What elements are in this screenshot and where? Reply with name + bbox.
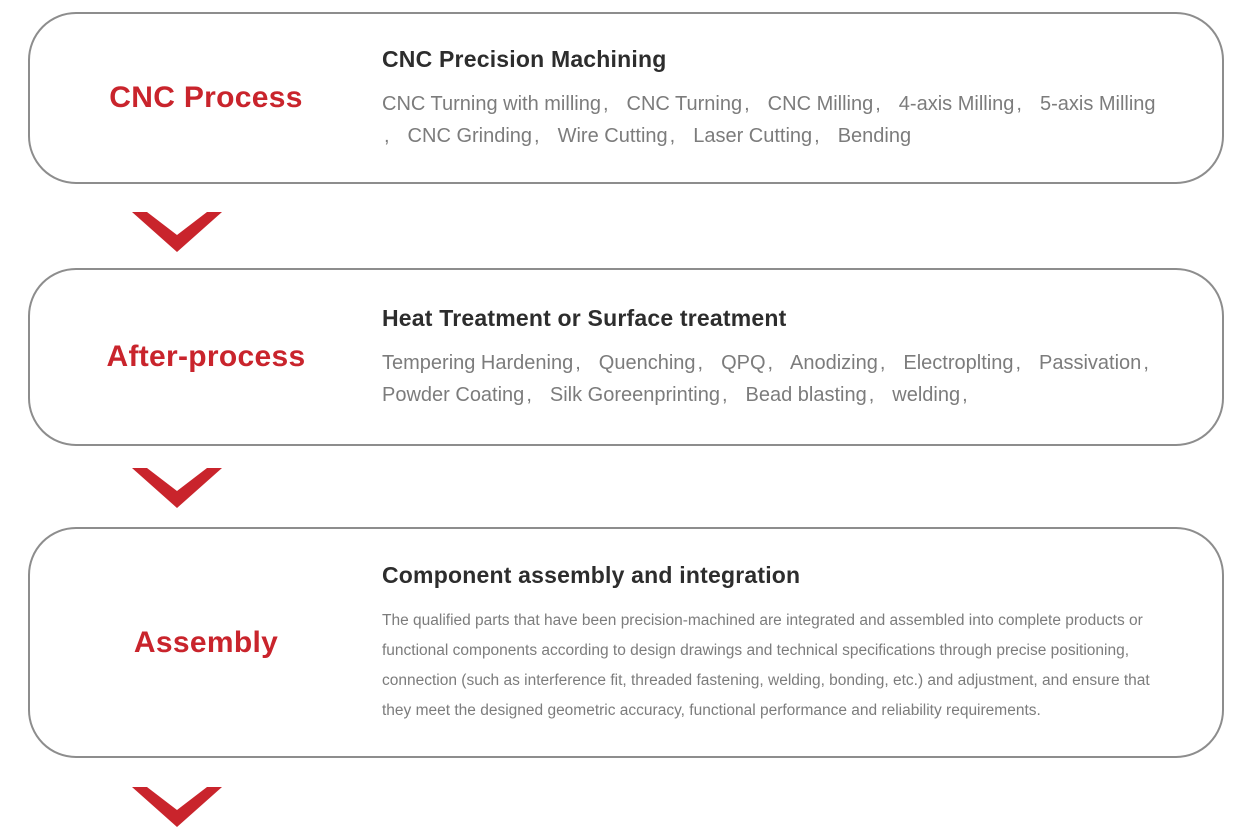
stage-label-column <box>30 626 382 660</box>
ideographic-comma-separator: , <box>575 352 581 374</box>
stage-label-column <box>30 340 382 374</box>
stage-content <box>382 303 1222 411</box>
ideographic-comma-separator: , <box>534 125 540 147</box>
ideographic-comma-separator: , <box>1016 93 1022 115</box>
stage-card-cnc-process <box>28 12 1224 184</box>
ideographic-comma-separator: , <box>879 352 886 374</box>
stage-title: Heat Treatment or Surface treatment <box>382 305 787 331</box>
stage-label: After-process <box>106 340 306 373</box>
ideographic-comma-separator: , <box>767 352 774 374</box>
ideographic-comma-separator: , <box>814 125 820 147</box>
chevron-down-icon <box>132 212 222 252</box>
stage-label-column <box>30 81 382 115</box>
chevron-down-icon <box>132 787 222 827</box>
chevron-down-icon <box>132 468 222 508</box>
ideographic-comma-separator: , <box>384 125 390 147</box>
ideographic-comma-separator: , <box>721 384 728 406</box>
ideographic-comma-separator: , <box>744 93 750 115</box>
stage-description: CNC Turning with milling , CNC Turning , CNC Milling , 4-axis Milling , 5-axis Milling, CNC Grinding , Wire Cutting , Laser Cutting , Bending <box>382 88 1174 152</box>
ideographic-comma-separator: , <box>669 125 676 147</box>
ideographic-comma-separator: , <box>875 93 881 115</box>
ideographic-comma-separator: , <box>697 352 704 374</box>
ideographic-comma-separator: , <box>868 384 875 406</box>
stage-label: CNC Process <box>109 81 303 114</box>
stage-title: Component assembly and integration <box>382 561 801 588</box>
stage-card-assembly <box>28 527 1224 758</box>
ideographic-comma-separator: , <box>1015 352 1022 374</box>
ideographic-comma-separator: , <box>602 93 609 115</box>
ideographic-comma-separator: , <box>962 384 968 406</box>
stage-title: CNC Precision Machining <box>382 46 667 72</box>
stage-label: Assembly <box>133 625 279 659</box>
stage-description: The qualified parts that have been precision-machined are integrated and assembled into complete products or functional components according to design drawings and technical specifications through precise positioning, connection (such as interference fit, threaded fastening, welding, bonding, etc.) and adjustment, and ensure that they meet the designed geometric accuracy, functional performance and reliability requirements. <box>382 611 1150 719</box>
stage-card-after-process <box>28 268 1224 446</box>
stage-content <box>382 44 1222 152</box>
ideographic-comma-separator: , <box>1143 352 1149 374</box>
stage-content <box>382 560 1222 726</box>
ideographic-comma-separator: , <box>526 384 532 406</box>
stage-description: Tempering Hardening , Quenching , QPQ , Anodizing , Electroplting , Passivation , Powder Coating , Silk Goreenprinting , Bead blasting , welding , <box>382 347 1174 411</box>
